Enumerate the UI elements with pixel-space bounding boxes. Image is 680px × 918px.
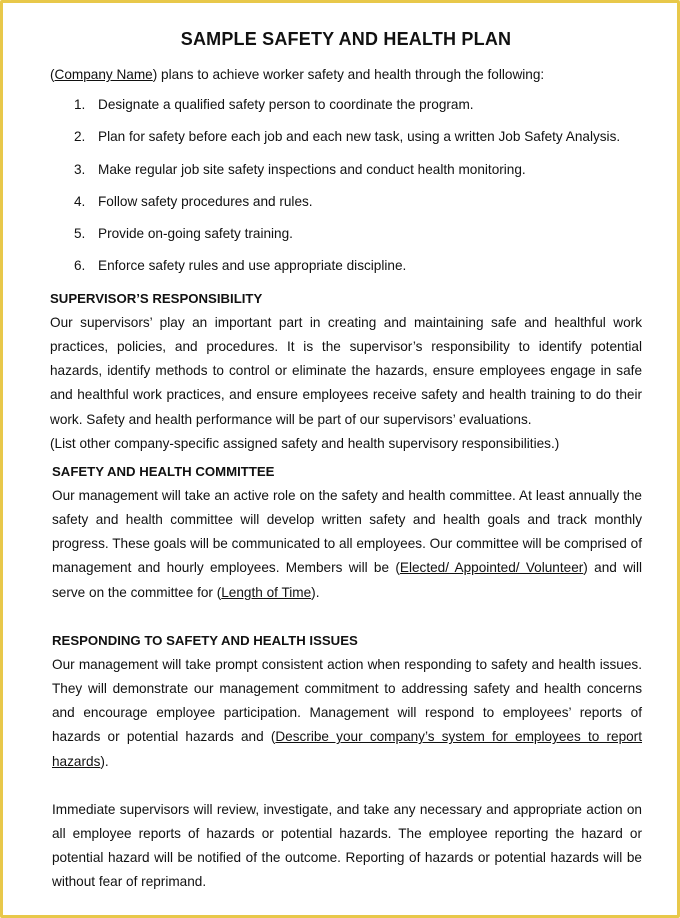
responding-body-start: Our management will take prompt consistent action when responding to safety and health issues. They will demonstrate our management commitment to addressing safety and health concerns and encourage employee participation. Management will respond to employees’ reports of hazards or potential hazards and ( <box>52 656 642 745</box>
list-item <box>50 95 642 127</box>
supervisor-body: Our supervisors’ play an important part in creating and maintaining safe and healthful work practices, policies, and procedures. It is the supervisor’s responsibility to identify potential hazards, identify methods to control or eliminate the hazards, ensure employees engage in safe and healthful work practices, and ensure employees receive safety and health training to do their work. Safety and health performance will be part of our supervisors’ evaluations. <box>50 314 642 427</box>
document-content <box>50 25 642 895</box>
responding-body-end: ). <box>100 753 109 769</box>
term-placeholder: Length of Time <box>221 584 312 600</box>
intro-open-paren: ( <box>50 67 55 82</box>
responding-body <box>52 653 642 774</box>
supervisor-section <box>50 289 642 456</box>
list-item-number: 1. <box>74 97 86 112</box>
committee-body-middle: ) and will serve on the committee for ( <box>52 560 642 600</box>
list-item <box>50 224 642 256</box>
intro-rest: ) plans to achieve worker safety and health through the following: <box>152 67 545 82</box>
list-item-number: 2. <box>74 129 86 145</box>
list-item-number: 3. <box>74 161 86 177</box>
list-item-text: Plan for safety before each job and each new task, using a written Job Safety Analysis. <box>98 129 621 145</box>
supervisor-heading: SUPERVISOR’S RESPONSIBILITY <box>50 290 263 306</box>
committee-section <box>50 462 642 605</box>
supervisor-note: (List other company-specific assigned safety and health supervisory responsibilities.) <box>50 435 560 451</box>
list-item-text: Make regular job site safety inspections and conduct health monitoring. <box>98 161 526 177</box>
committee-heading: SAFETY AND HEALTH COMMITTEE <box>52 463 275 479</box>
members-placeholder: Elected/ Appointed/ Volunteer <box>399 560 584 576</box>
list-item-number: 6. <box>74 258 86 274</box>
list-item-text: Follow safety procedures and rules. <box>98 193 313 209</box>
list-item <box>50 192 642 224</box>
list-item-text: Enforce safety rules and use appropriate discipline. <box>98 258 407 274</box>
report-system-placeholder: Describe your company’s system for employees to report hazards <box>52 729 642 769</box>
list-item <box>50 127 642 159</box>
list-item <box>50 256 642 288</box>
intro-paragraph <box>50 65 642 85</box>
committee-body <box>52 484 642 605</box>
responding-section <box>50 631 642 895</box>
company-name-placeholder: Company Name <box>54 67 153 82</box>
list-item <box>50 160 642 192</box>
list-item-text: Designate a qualified safety person to coordinate the program. <box>98 97 474 112</box>
responding-body-2: Immediate supervisors will review, investigate, and take any necessary and appropriate action on all employee reports of hazards or potential hazards. The employee reporting the hazard or potential hazard will be notified of the outcome. Reporting of hazards or potential hazards will be without fear of reprimand. <box>52 801 642 890</box>
responding-heading: RESPONDING TO SAFETY AND HEALTH ISSUES <box>52 632 358 648</box>
list-item-text: Provide on-going safety training. <box>98 226 293 242</box>
goals-list <box>50 95 642 289</box>
list-item-number: 5. <box>74 226 86 242</box>
document-title: SAMPLE SAFETY AND HEALTH PLAN <box>180 29 512 49</box>
committee-body-end: ). <box>311 584 320 600</box>
list-item-number: 4. <box>74 193 86 209</box>
committee-body-start: Our management will take an active role on the safety and health committee. At least annually the safety and health committee will develop written safety and health goals and track monthly progress. These goals will be communicated to all employees. Our committee will be comprised of management and hourly employees. Members will be ( <box>52 487 642 576</box>
